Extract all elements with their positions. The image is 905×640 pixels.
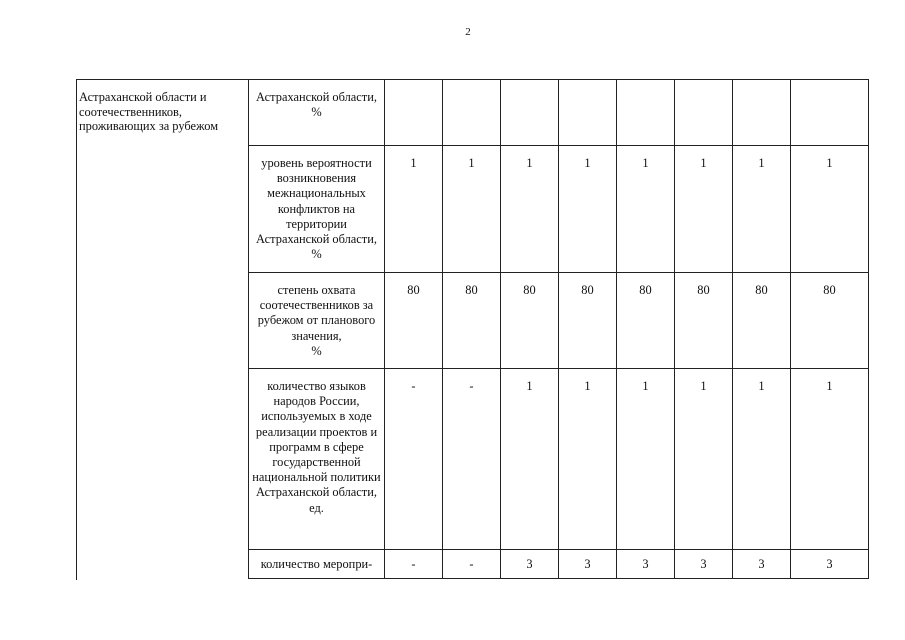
table-row: [249, 146, 869, 273]
indicator-value-cell: 1: [501, 369, 559, 550]
indicator-value-cell: 1: [733, 369, 791, 550]
indicator-value-cell: 80: [617, 273, 675, 369]
indicator-value-cell: 1: [501, 146, 559, 273]
indicator-value-cell: 1: [675, 369, 733, 550]
indicator-table: [248, 79, 869, 579]
indicator-value-cell: 1: [675, 146, 733, 273]
indicator-value-cell: 80: [791, 273, 869, 369]
indicator-value-cell: 1: [443, 146, 501, 273]
indicator-value-cell: 3: [733, 550, 791, 579]
indicator-value-cell: 3: [675, 550, 733, 579]
indicator-value-cell: [501, 80, 559, 146]
indicator-name-cell: степень охвата соотечественников за рубежом от планового значения, %: [249, 273, 385, 369]
indicator-value-cell: 80: [733, 273, 791, 369]
indicator-value-cell: -: [443, 369, 501, 550]
indicator-name-cell: Астраханской области, %: [249, 80, 385, 146]
table-row: [249, 550, 869, 579]
indicator-value-cell: [385, 80, 443, 146]
page-number: 2: [465, 26, 471, 38]
indicator-value-cell: 3: [791, 550, 869, 579]
indicator-value-cell: 1: [791, 369, 869, 550]
indicator-value-cell: 1: [559, 146, 617, 273]
indicator-table-frame: [76, 79, 868, 580]
indicator-value-cell: [733, 80, 791, 146]
indicator-value-cell: 80: [675, 273, 733, 369]
table-row: [249, 273, 869, 369]
indicator-value-cell: 1: [559, 369, 617, 550]
indicator-value-cell: [675, 80, 733, 146]
indicator-name-cell: количество языков народов России, используемых в ходе реализации проектов и программ в сфере государственной национальной политики Астраханской области, ед.: [249, 369, 385, 550]
indicator-value-cell: -: [443, 550, 501, 579]
indicator-value-cell: -: [385, 369, 443, 550]
indicator-value-cell: [617, 80, 675, 146]
indicator-value-cell: 3: [559, 550, 617, 579]
indicator-value-cell: -: [385, 550, 443, 579]
indicator-value-cell: 3: [617, 550, 675, 579]
indicator-value-cell: 1: [733, 146, 791, 273]
indicator-value-cell: 1: [385, 146, 443, 273]
indicator-name-cell: количество меропри-: [249, 550, 385, 579]
indicator-value-cell: 80: [385, 273, 443, 369]
indicator-name-cell: уровень вероятности возникновения межнациональных конфликтов на территории Астраханской области, %: [249, 146, 385, 273]
indicator-value-cell: 1: [617, 146, 675, 273]
indicator-value-cell: [559, 80, 617, 146]
table-row: [249, 80, 869, 146]
table-row: [249, 369, 869, 550]
program-name-cell: Астраханской области и соотечественников, проживающих за рубежом: [76, 79, 248, 580]
indicator-value-cell: 80: [501, 273, 559, 369]
indicator-value-cell: [443, 80, 501, 146]
indicator-value-cell: 80: [443, 273, 501, 369]
indicator-value-cell: 1: [791, 146, 869, 273]
indicator-table-body: [249, 80, 869, 579]
indicator-value-cell: [791, 80, 869, 146]
indicator-value-cell: 3: [501, 550, 559, 579]
indicator-value-cell: 1: [617, 369, 675, 550]
indicator-value-cell: 80: [559, 273, 617, 369]
